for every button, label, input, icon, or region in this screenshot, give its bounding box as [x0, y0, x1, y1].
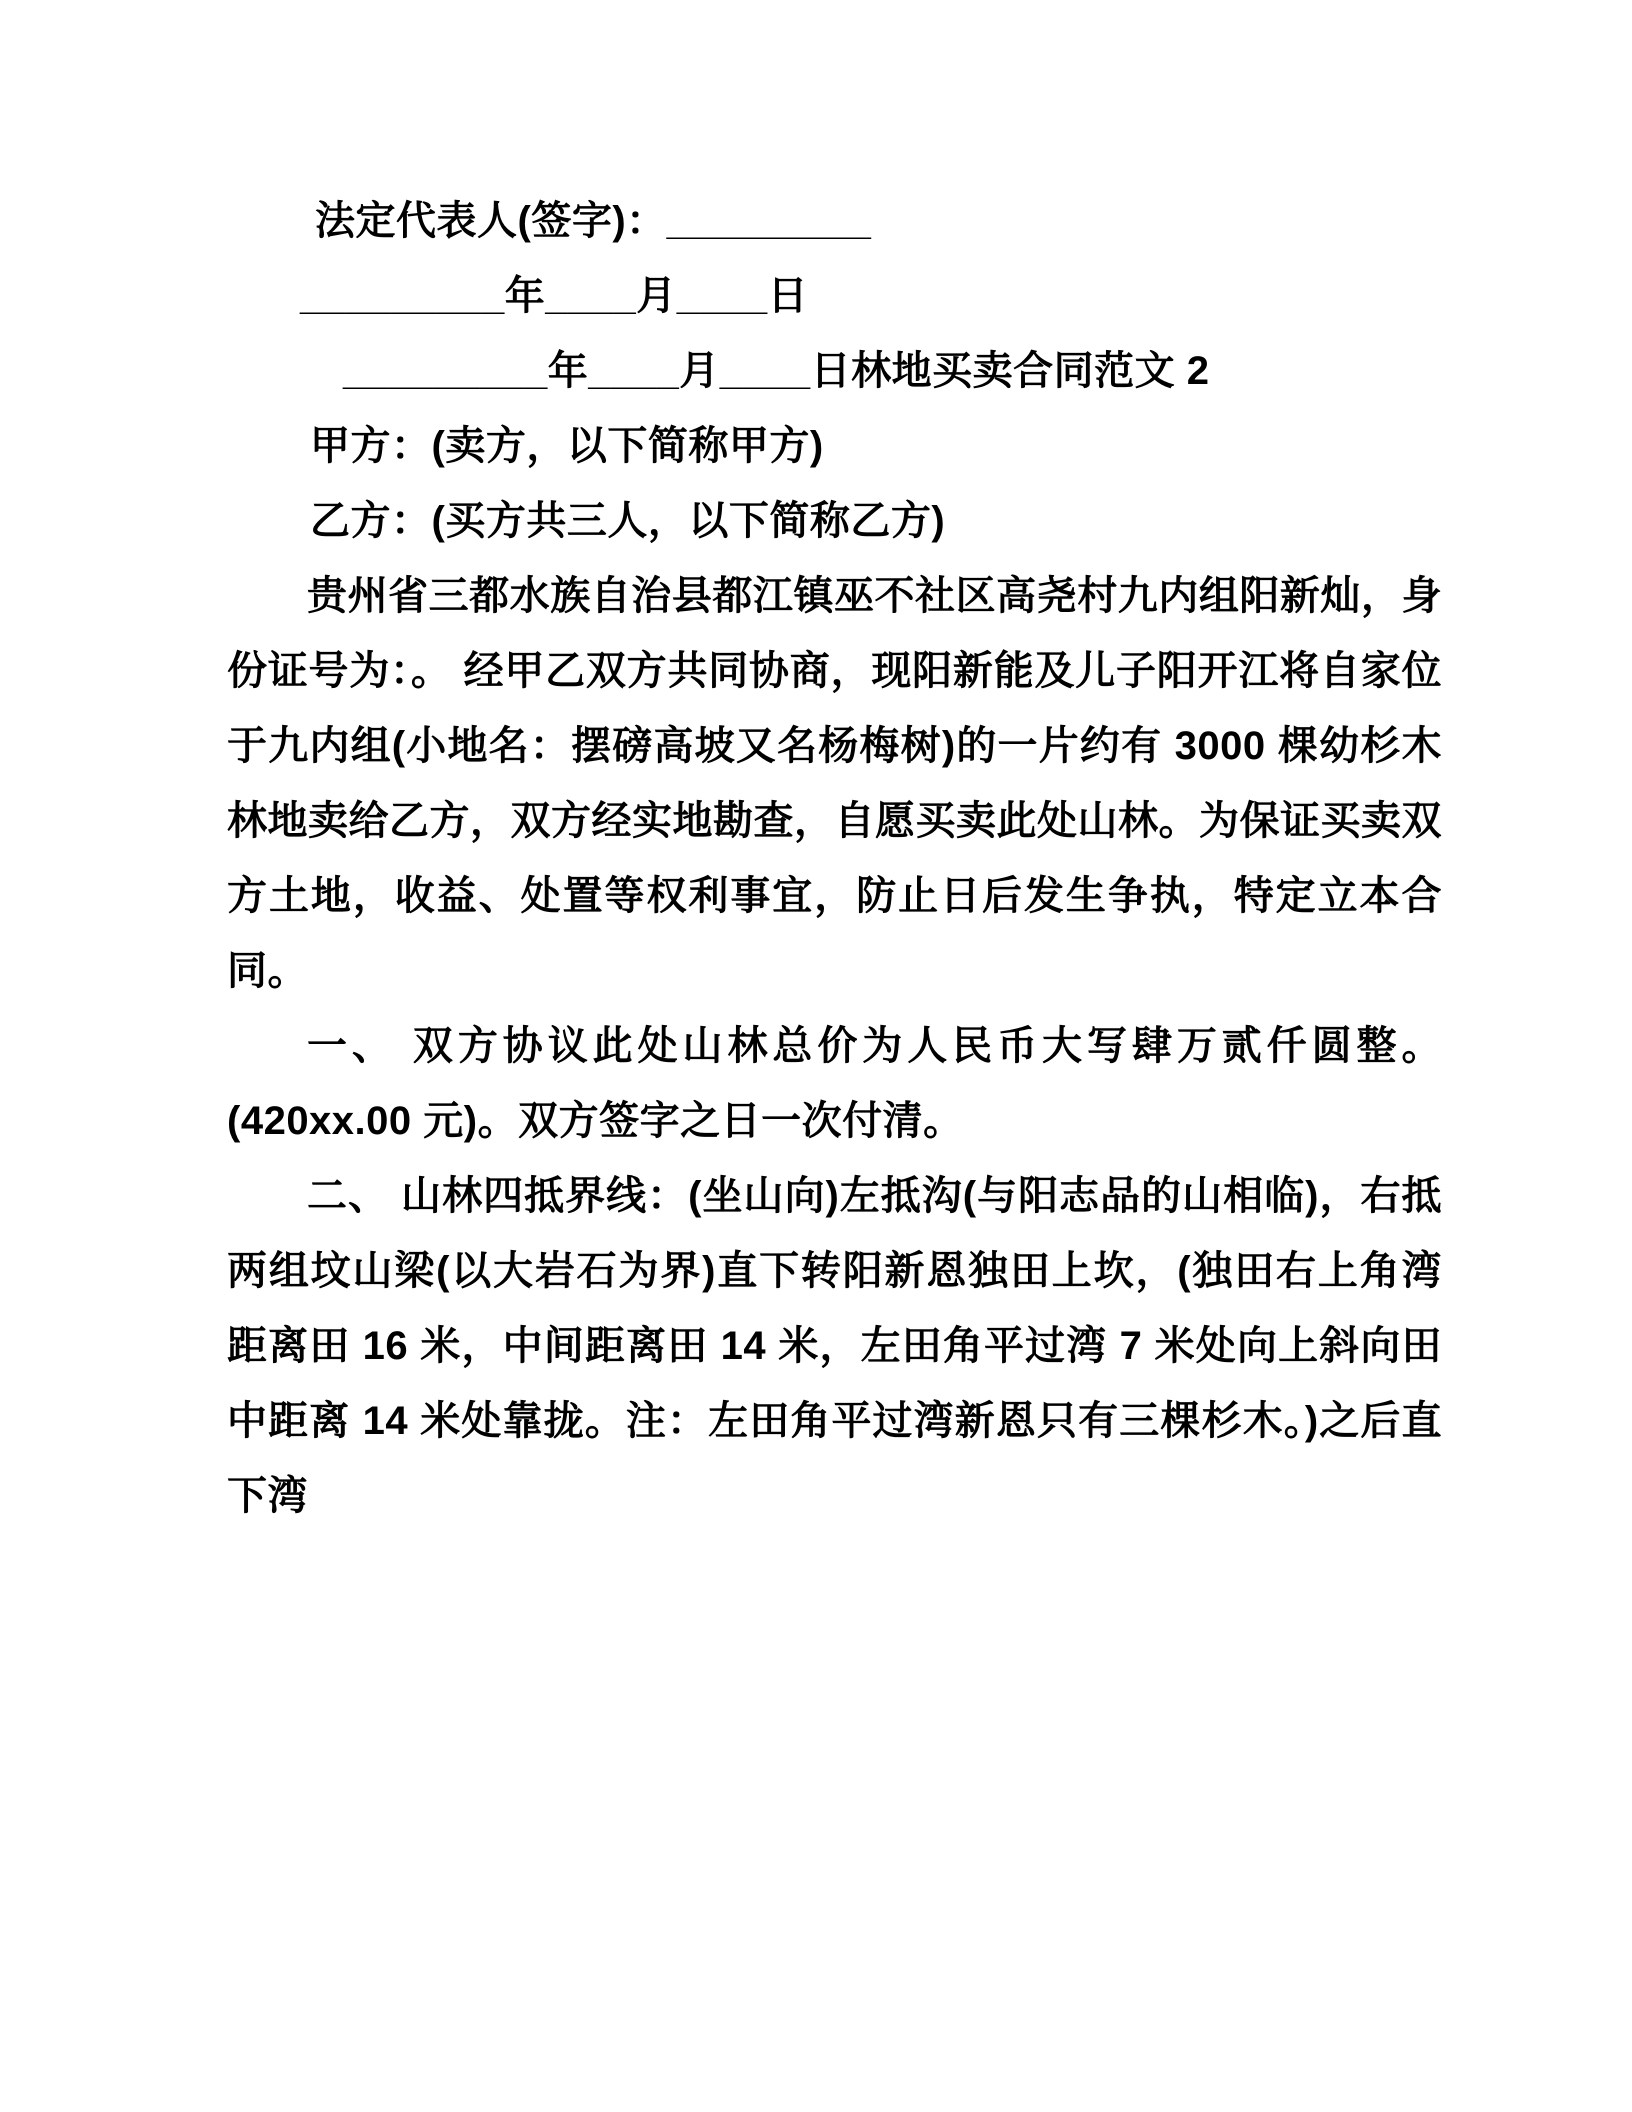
- legal-representative-signature-line: 法定代表人(签字)：_________: [315, 199, 872, 243]
- party-b-line: 乙方：(买方共三人，以下简称乙方): [310, 499, 946, 543]
- contract-title: _________年____月____日林地买卖合同范文 2: [343, 349, 1210, 393]
- paragraph-clause-1-price: 一、 双方协议此处山林总价为人民币大写肆万贰仟圆整。(420xx.00 元)。双方签字之日一次付清。: [227, 1024, 1442, 1143]
- signature-date-line: _________年____月____日: [300, 274, 809, 318]
- party-a-line: 甲方：(卖方，以下简称甲方): [310, 424, 824, 468]
- paragraph-clause-2-boundary: 二、 山林四抵界线：(坐山向)左抵沟(与阳志品的山相临)，右抵两组坟山梁(以大岩石为界)直下转阳新恩独田上坎，(独田右上角湾距离田 16 米，中间距离田 14 米，左田角平过湾 7 米处向上斜向田中距离 14 米处靠拢。注：左田角平过湾新恩只有三棵杉木。)之后直下湾: [227, 1174, 1442, 1518]
- paragraph-intro: 贵州省三都水族自治县都江镇巫不社区高尧村九内组阳新灿，身份证号为：。 经甲乙双方共同协商，现阳新能及儿子阳开江将自家位于九内组(小地名：摆磅高坡又名杨梅树)的一片约有 3000 棵幼杉木林地卖给乙方，双方经实地勘查，自愿买卖此处山林。为保证买卖双方土地，收益、处置等权利事宜，防止日后发生争执，特定立本合同。: [227, 574, 1442, 993]
